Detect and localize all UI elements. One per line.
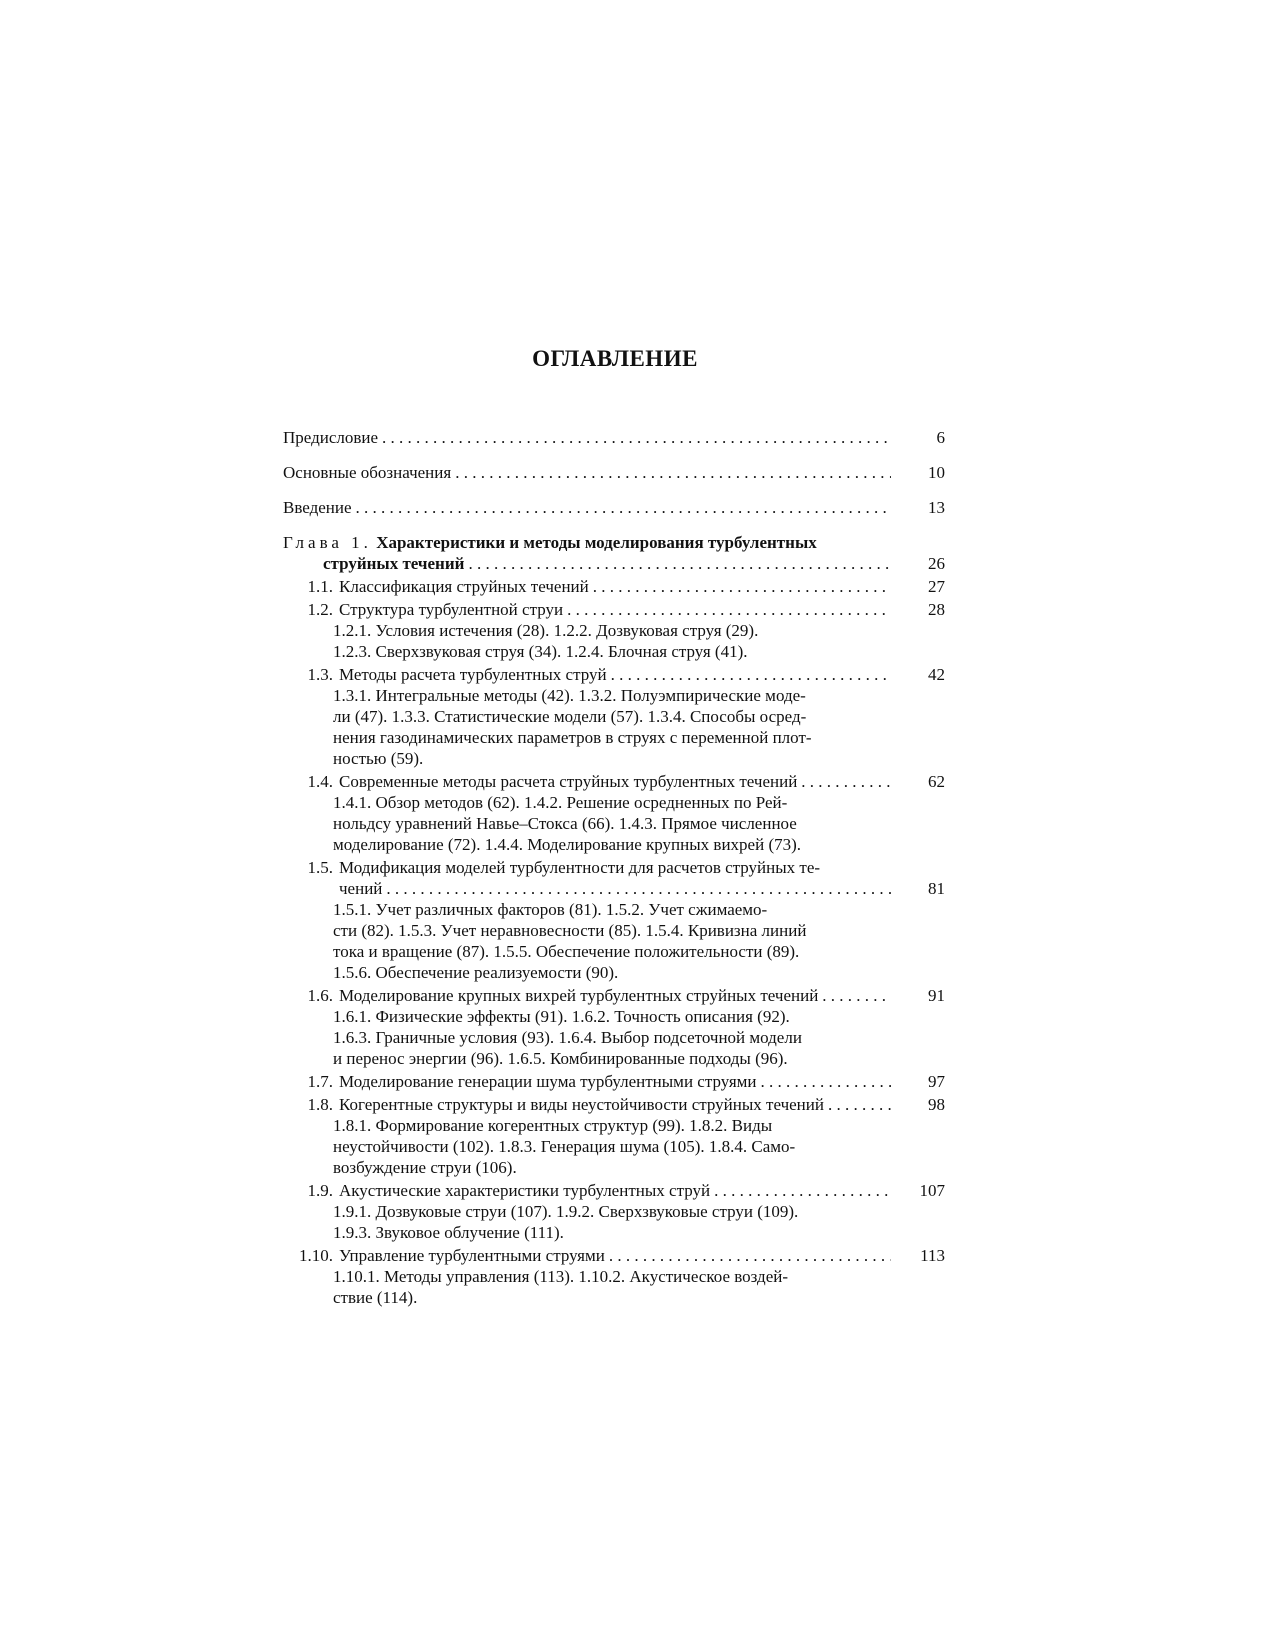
toc-section-1-6[interactable] [283,985,945,1069]
toc-entry-introduction[interactable] [283,497,945,518]
page-number: 6 [936,428,945,447]
toc-section-1-9[interactable] [283,1180,945,1243]
section-number: 1.6. [307,986,333,1005]
toc-section-1-8[interactable] [283,1094,945,1178]
subsection-line: возбуждение струи (106). [333,1158,517,1177]
page-number: 27 [928,577,945,596]
entry-label: Предисловие [283,428,379,447]
page-number: 98 [928,1095,945,1114]
subsection-line: 1.10.1. Методы управления (113). 1.10.2. Акустическое воздей- [333,1267,789,1286]
subsection-line: 1.8.1. Формирование когерентных структур (99). 1.8.2. Виды [333,1116,773,1135]
subsection-line: нольдсу уравнений Навье–Стокса (66). 1.4.3. Прямое численное [333,814,797,833]
subsection-line: 1.2.1. Условия истечения (28). 1.2.2. Дозвуковая струя (29). [333,621,759,640]
chapter-heading-line [283,532,895,553]
section-title: Акустические характеристики турбулентных струй [339,1181,711,1200]
page-number: 28 [928,600,945,619]
dot-leader [828,1094,891,1115]
subsection-line: ностью (59). [333,749,424,768]
subsection-line: 1.2.3. Сверхзвуковая струя (34). 1.2.4. Блочная струя (41). [333,642,748,661]
toc-section-1-7[interactable] [283,1071,945,1092]
section-title: Современные методы расчета струйных турбулентных течений [339,772,798,791]
subsection-line: тока и вращение (87). 1.5.5. Обеспечение положительности (89). [333,942,800,961]
subsection-line: моделирование (72). 1.4.4. Моделирование крупных вихрей (73). [333,835,802,854]
subsection-line: 1.6.1. Физические эффекты (91). 1.6.2. Точность описания (92). [333,1007,790,1026]
toc-section-1-4[interactable] [283,771,945,855]
section-title: Моделирование генерации шума турбулентными струями [339,1072,757,1091]
page-number: 26 [928,554,945,573]
dot-leader [822,985,891,1006]
page-number: 91 [928,986,945,1005]
section-number: 1.4. [307,772,333,791]
section-number: 1.5. [307,858,333,877]
subsection-line: нения газодинамических параметров в струях с переменной плот- [333,728,812,747]
dot-leader [801,771,891,792]
dot-leader [609,1245,891,1266]
section-number: 1.3. [307,665,333,684]
toc-section-1-3[interactable] [283,664,945,769]
section-list [283,576,945,1308]
page-number: 42 [928,665,945,684]
section-title: Когерентные структуры и виды неустойчивости струйных течений [339,1095,824,1114]
table-of-contents [283,427,945,1308]
subsection-line: 1.4.1. Обзор методов (62). 1.4.2. Решение осредненных по Рей- [333,793,788,812]
page-number: 62 [928,772,945,791]
subsection-line: 1.3.1. Интегральные методы (42). 1.3.2. Полуэмпирические моде- [333,686,806,705]
dot-leader [714,1180,891,1201]
chapter-title-cont: струйных течений [323,554,465,573]
subsection-line: ли (47). 1.3.3. Статистические модели (57). 1.3.4. Способы осред- [333,707,807,726]
section-title: Моделирование крупных вихрей турбулентных струйных течений [339,986,819,1005]
dot-leader [455,462,891,483]
dot-leader [611,664,891,685]
subsection-line: неустойчивости (102). 1.8.3. Генерация шума (105). 1.8.4. Само- [333,1137,796,1156]
toc-section-1-10[interactable] [283,1245,945,1308]
page-number: 10 [928,463,945,482]
section-title: чений [339,879,383,898]
toc-section-1-2[interactable] [283,599,945,662]
entry-label: Введение [283,498,352,517]
section-title: Методы расчета турбулентных струй [339,665,607,684]
section-number: 1.9. [307,1181,333,1200]
chapter-title: Характеристики и методы моделирования турбулентных [376,533,817,552]
dot-leader [382,427,891,448]
section-number: 1.2. [307,600,333,619]
dot-leader [567,599,891,620]
section-number: 1.7. [307,1072,333,1091]
dot-leader [356,497,891,518]
section-title: Классификация струйных течений [339,577,589,596]
section-title: Модификация моделей турбулентности для расчетов струйных те- [339,858,821,877]
subsection-line: 1.6.3. Граничные условия (93). 1.6.4. Выбор подсеточной модели [333,1028,802,1047]
toc-entry-notation[interactable] [283,462,945,483]
toc-chapter-1[interactable] [283,532,945,574]
subsection-line: 1.5.6. Обеспечение реализуемости (90). [333,963,619,982]
toc-entry-preface[interactable] [283,427,945,448]
dot-leader [761,1071,892,1092]
dot-leader [386,878,891,899]
page-number: 113 [920,1246,945,1265]
section-number: 1.8. [307,1095,333,1114]
page-title: ОГЛАВЛЕНИЕ [532,346,698,371]
page-number: 97 [928,1072,945,1091]
subsection-line: 1.9.3. Звуковое облучение (111). [333,1223,564,1242]
section-number: 1.1. [307,577,333,596]
section-title: Структура турбулентной струи [339,600,564,619]
dot-leader [468,553,891,574]
subsection-line: ствие (114). [333,1288,418,1307]
chapter-prefix: Глава 1. [283,533,372,552]
subsection-line: сти (82). 1.5.3. Учет неравновесности (85). 1.5.4. Кривизна линий [333,921,807,940]
dot-leader [593,576,891,597]
entry-label: Основные обозначения [283,463,452,482]
toc-section-1-1[interactable] [283,576,945,597]
section-title: Управление турбулентными струями [339,1246,605,1265]
page-number: 81 [928,879,945,898]
toc-section-1-5[interactable] [283,857,945,983]
subsection-line: 1.9.1. Дозвуковые струи (107). 1.9.2. Сверхзвуковые струи (109). [333,1202,799,1221]
section-number: 1.10. [299,1246,333,1265]
page-number: 107 [919,1181,945,1200]
page-number: 13 [928,498,945,517]
subsection-line: и перенос энергии (96). 1.6.5. Комбинированные подходы (96). [333,1049,788,1068]
subsection-line: 1.5.1. Учет различных факторов (81). 1.5.2. Учет сжимаемо- [333,900,768,919]
